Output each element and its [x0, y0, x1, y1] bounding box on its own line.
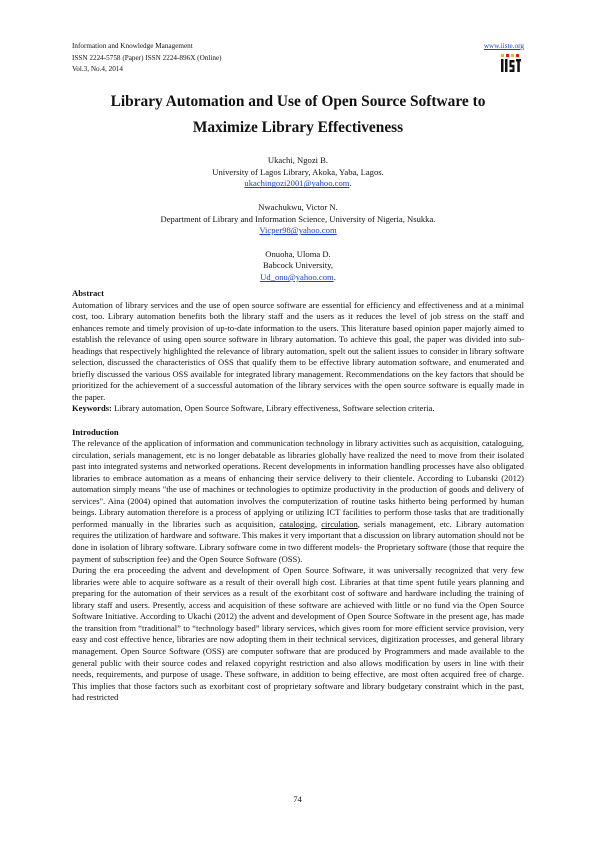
- author-3-email[interactable]: Ud_onu@yahoo.com: [260, 272, 334, 282]
- abstract-text: Automation of library services and the use of open source software are essential for efficiency and effectiveness and at a minimal cost, too. Library automation benefits both the library staff and the users as it reduces the level of job stress on the staff and enhances remote and timely provision of up-to-date information to the users. This literature based opinion paper majorly aimed to establish the relevance of using open source software in library automation. To achieve this goal, the paper was divided into sub-headings that respectively highlighted the relevance of library automation, spelt out the salient issues to consider in library software selection, discussed the characteristics of OSS that qualify them to be effective library automation software, and enumerated and briefly discussed the various OSS available for integrated library management. Recommendations on the key factors that should be prioritized for the achievement of a successful automation of the library services with the open source software is equally made in the paper.: [72, 299, 524, 402]
- volume-issue: Vol.3, No.4, 2014: [72, 65, 123, 74]
- paper-body: [72, 288, 524, 704]
- cataloging-link[interactable]: cataloging: [279, 518, 315, 529]
- intro-p1-part-b: , serials management, etc. Library automation requires the utilization of hardware and software. This makes it very important that a discussion on library automation should not be done in isolation of library software. Library software come in two different models- the Proprietary software (those that require the payment of subscription fee) and the Open Source Software (OSS).: [72, 518, 525, 564]
- author-2-email-line: [72, 225, 524, 237]
- author-3-email-suffix: .: [333, 272, 336, 282]
- author-2-name: Nwachukwu, Victor N.: [258, 201, 338, 212]
- author-1-email[interactable]: ukachingozi2001@yahoo.com: [244, 178, 350, 189]
- paper-title: [72, 89, 524, 141]
- circulation-link[interactable]: circulation: [321, 518, 358, 529]
- intro-p1-part-a: The relevance of the application of information and communication technology in library activities such as acquisition, cataloguing, circulation, serials management, etc is no longer debatable as libraries globally have realized the need to move from their isolated past into integrated systems and networked operations. Recent developments in information handling processes have also obligated libraries to embrace automation as a means of enhancing their service delivery to their clientele. According to Lubanski (2012) automation simply means "the use of machines or technologies to optimize productivity in the production of goods and delivery of services". Aina (2004) opined that automation involves the computerization of routine tasks hitherto being performed by human beings. Library automation therefore is a process of applying or utilizing ICT facilities to perform those tasks that are traditionally performed manually in the libraries such as acquisition,: [72, 438, 524, 529]
- author-3-affiliation: Babcock University,: [262, 260, 334, 271]
- intro-p1-separator: ,: [315, 518, 322, 529]
- author-2-affiliation: Department of Library and Information Science, University of Nigeria, Nsukka.: [160, 213, 436, 224]
- title-line-2: Maximize Library Effectiveness: [192, 119, 404, 136]
- introduction-paragraph-1: [72, 438, 524, 565]
- website-link[interactable]: www.iiste.org: [483, 42, 524, 50]
- running-header: [72, 41, 524, 76]
- title-line-1: Library Automation and Use of Open Source Software to: [110, 93, 486, 110]
- introduction-paragraph-2: During the era proceeding the advent and development of Open Source Software, it was universally recognized that very few libraries were able to acquire software as a result of their overall high cost. Libraries at that time spent futile years planning and preparing for the automation of their services as a result of the exorbitant cost of software and hardware including the training of library staff and users. Presently, access and acquisition of these software are achieved with little or no fund via the Open Source Software Initiative. According to Ukachi (2012) the advent and development of Open Source Software in the present age, has made the transition from “traditional” to “technology based” library services, which gives room for more efficient service provision, very easy and cost effective hence, libraries are now adopting them in their technical services, digitization processes, and general library management. Open Source Software (OSS) are computer software that are produced by Programmers and made available to the general public with their source codes and relaxed copyright restriction and also allows modification by users in line with their needs, requirements, and purpose of usage. These software, in addition to being effective, are most often acquired free of charge. This implies that those factors such as exorbitant cost of proprietary software and library budgetary constraint which in the past, had restricted: [72, 565, 524, 703]
- keywords-label: Keywords:: [72, 403, 112, 414]
- author-3-email-line: [72, 272, 524, 284]
- issn: ISSN 2224-5758 (Paper) ISSN 2224-896X (Online): [72, 53, 222, 62]
- keywords-text: Library automation, Open Source Software, Library effectiveness, Software selection criteria.: [111, 403, 435, 414]
- iiste-logo-icon: [500, 54, 522, 74]
- introduction-heading: Introduction: [72, 426, 119, 437]
- abstract-heading: Abstract: [72, 288, 104, 298]
- keywords-line: [72, 403, 524, 415]
- journal-name: Information and Knowledge Management: [72, 42, 193, 50]
- page-number: 74: [293, 794, 302, 804]
- author-2-email[interactable]: Vicper98@yahoo.com: [259, 225, 337, 236]
- author-1-name: Ukachi, Ngozi B.: [267, 155, 329, 165]
- author-1-email-suffix: .: [349, 178, 352, 189]
- author-1-email-line: [72, 178, 524, 190]
- author-3-name: Onuoha, Uloma D.: [265, 248, 331, 259]
- author-1-affiliation: University of Lagos Library, Akoka, Yaba, Lagos.: [212, 166, 384, 177]
- journal-info: [72, 41, 524, 76]
- author-block: [72, 155, 524, 284]
